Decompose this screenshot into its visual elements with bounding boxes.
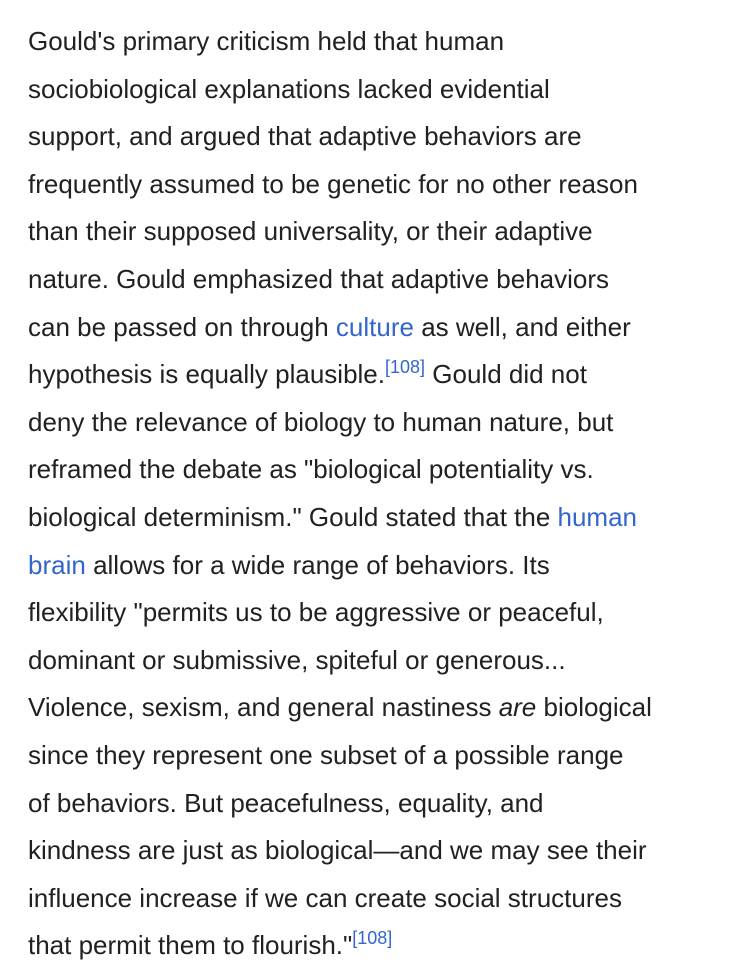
text-line: can be passed on through culture as well, and either: [28, 311, 631, 342]
text-line: kindness are just as biological—and we may see their: [28, 835, 647, 866]
article-paragraph: [28, 18, 728, 970]
human-brain-link-part-2[interactable]: brain: [28, 549, 86, 580]
text-line: since they represent one subset of a possible range: [28, 739, 624, 770]
text-line: nature. Gould emphasized that adaptive behaviors: [28, 263, 610, 294]
text-line: hypothesis is equally plausible.[108] Gould did not: [28, 357, 587, 390]
text-line: Gould's primary criticism held that human: [28, 26, 505, 56]
text-line: biological determinism." Gould stated that the human: [28, 501, 638, 532]
text-line: influence increase if we can create social structures: [28, 882, 622, 913]
text-line: sociobiological explanations lacked evidential: [28, 73, 550, 104]
text-line: support, and argued that adaptive behaviors are: [28, 121, 582, 152]
text-line: deny the relevance of biology to human nature, but: [28, 406, 614, 437]
text-line: of behaviors. But peacefulness, equality, and: [28, 787, 544, 818]
emphasis-are: are: [498, 692, 537, 723]
citation-108-link[interactable]: [108]: [352, 928, 393, 949]
text-line: flexibility "permits us to be aggressive or peaceful,: [28, 597, 604, 628]
text-line: than their supposed universality, or their adaptive: [28, 216, 593, 247]
text-line: reframed the debate as "biological potentiality vs.: [28, 454, 594, 485]
text-line: dominant or submissive, spiteful or generous...: [28, 644, 566, 675]
text-line: frequently assumed to be genetic for no other reason: [28, 168, 638, 199]
text-line: brain allows for a wide range of behaviors. Its: [28, 549, 550, 580]
human-brain-link-part-1[interactable]: human: [557, 501, 638, 532]
text-line: that permit them to flourish."[108]: [28, 928, 393, 961]
culture-link[interactable]: culture: [335, 311, 414, 342]
citation-108-link[interactable]: [108]: [385, 357, 426, 378]
text-line: Violence, sexism, and general nastiness are biological: [28, 692, 652, 723]
